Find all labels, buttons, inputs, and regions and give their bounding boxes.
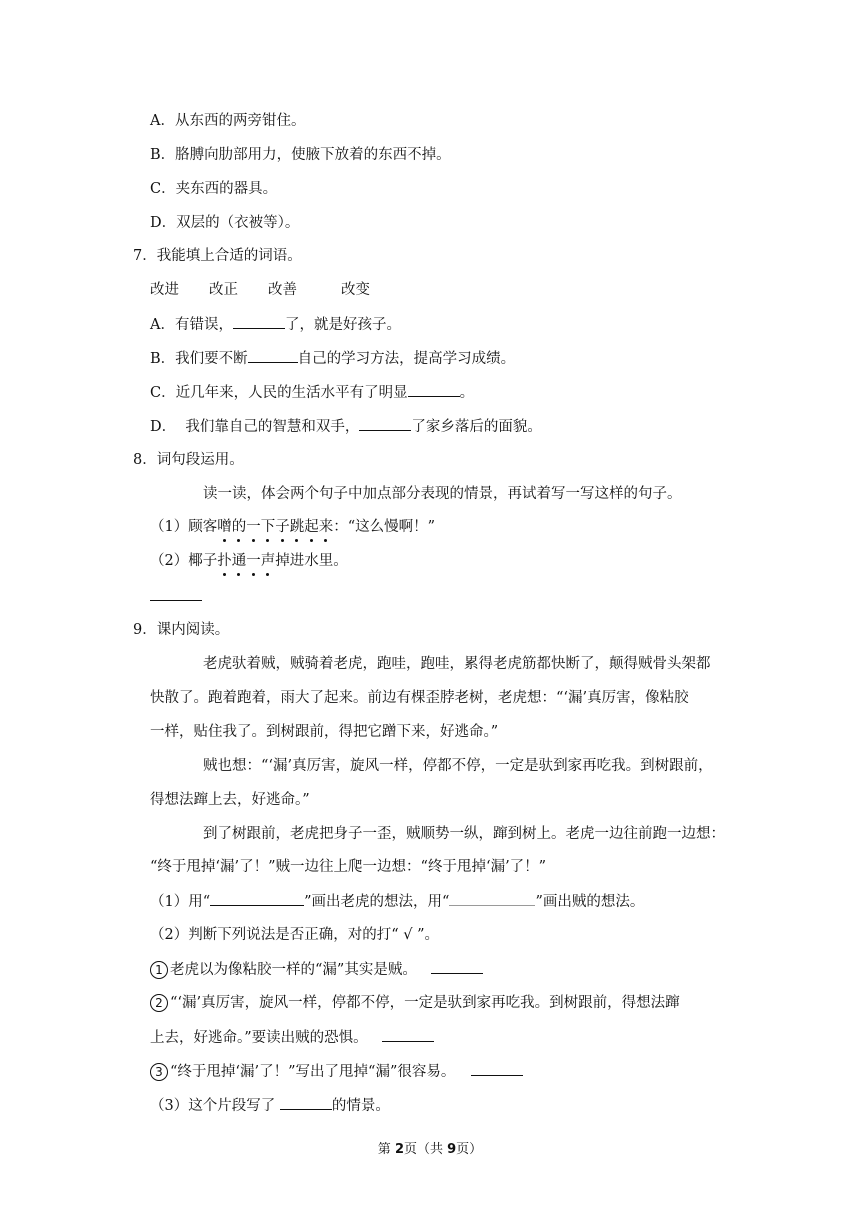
q7-b-text: B．我们要不断 — [150, 351, 248, 367]
dotted-char: 子 — [275, 519, 290, 535]
q9-judge-1 — [150, 959, 483, 980]
dotted-char: 起 — [304, 519, 319, 535]
sub3-blank[interactable] — [280, 1095, 332, 1110]
q9-sub2: （2）判断下列说法是否正确，对的打“ √ ”。 — [150, 927, 440, 943]
q7-item-d — [150, 416, 542, 437]
dotted-char: 通 — [231, 553, 247, 569]
s1-text: （1）顾客 — [150, 519, 218, 535]
q7-a-text-end: 了，就是好孩子。 — [284, 317, 401, 333]
judge-2-blank[interactable] — [382, 1027, 434, 1042]
q7-c-blank[interactable] — [408, 382, 460, 397]
q8-intro: 读一读，体会两个句子中加点部分表现的情景，再试着写一写这样的句子。 — [203, 486, 682, 502]
q9-passage-line: 老虎驮着贼，贼骑着老虎，跑哇，跑哇，累得老虎筋都快断了，颠得贼骨头架都 — [203, 656, 711, 672]
dotted-char: 的 — [231, 519, 247, 535]
q7-d-text-end: 了家乡落后的面貌。 — [411, 419, 542, 435]
q9-judge-3 — [150, 1061, 523, 1082]
q9-passage-line: 快散了。跑着跑着，雨大了起来。前边有棵歪脖老树，老虎想：“‘漏’真厉害，像粘胶 — [150, 690, 689, 706]
thief-underline-sample — [449, 891, 535, 906]
q7-a-text: A．有错误， — [150, 317, 233, 333]
q7-b-text-end: 自己的学习方法，提高学习成绩。 — [297, 351, 516, 367]
q9-title: 9．课内阅读。 — [133, 622, 230, 638]
q7-d-text: D． 我们靠自己的智慧和双手， — [150, 419, 360, 435]
q7-title: 7．我能填上合适的词语。 — [133, 248, 302, 264]
sub3-text: （3）这个片段写了 — [150, 1098, 280, 1114]
footer-text: 第 — [377, 1142, 395, 1157]
footer-text-mid: 页（共 — [403, 1142, 448, 1157]
q9-judge-2 — [150, 993, 680, 1013]
judge-3-text: “终于甩掉‘漏’了！”写出了甩掉“漏”很容易。 — [170, 1064, 456, 1080]
judge-2-text: “‘漏’真厉害，旋风一样，停都不停，一定是驮到家再吃我。到树跟前，得想法蹿 — [170, 995, 680, 1011]
dotted-char: 来 — [318, 519, 334, 535]
dotted-char: 声 — [260, 553, 276, 569]
dotted-char: 扑 — [217, 553, 232, 569]
dotted-char: 噌 — [217, 519, 232, 535]
q6-option-b: B．胳膊向肋部用力，使腋下放着的东西不掉。 — [150, 147, 451, 163]
circled-number-2: 2 — [150, 994, 168, 1012]
dotted-char: 一 — [246, 553, 261, 569]
word-2: 改正 — [209, 282, 238, 298]
word-3: 改善 — [268, 282, 297, 298]
circled-number-3: 3 — [150, 1063, 168, 1081]
judge-2-text-cont: 上去，好逃命。”要读出贼的恐惧。 — [150, 1030, 368, 1046]
circled-number-1: 1 — [150, 961, 168, 979]
q7-d-blank[interactable] — [359, 416, 411, 431]
sub1-text-mid: ”画出老虎的想法，用“ — [304, 894, 450, 910]
dotted-char: 一 — [246, 519, 261, 535]
s2-text-end: 掉进水里。 — [275, 553, 348, 569]
q9-passage-line: 一样，贴住我了。到树跟前，得把它蹭下来，好逃命。” — [150, 724, 499, 740]
tiger-underline-sample — [210, 891, 304, 906]
q6-option-c: C．夹东西的器具。 — [150, 181, 278, 197]
q9-sub3 — [150, 1095, 390, 1116]
page-number: 2 — [394, 1142, 404, 1157]
q8-title: 8．词句段运用。 — [133, 452, 244, 468]
q7-c-text-end: 。 — [459, 385, 475, 401]
dotted-char: 下 — [260, 519, 276, 535]
s2-text: （2）椰子 — [150, 553, 218, 569]
total-pages: 9 — [447, 1142, 457, 1157]
word-4: 改变 — [341, 282, 370, 298]
word-1: 改进 — [150, 282, 179, 298]
sub1-text: （1）用“ — [150, 894, 211, 910]
sub1-text-end: ”画出贼的想法。 — [535, 894, 645, 910]
q7-a-blank[interactable] — [233, 314, 285, 329]
q8-answer-line[interactable] — [150, 600, 202, 601]
q9-passage-line: 贼也想：“‘漏’真厉害，旋风一样，停都不停，一定是驮到家再吃我。到树跟前， — [203, 758, 713, 774]
q7-item-c — [150, 382, 474, 403]
q8-sentence-2 — [150, 551, 348, 571]
q7-item-b — [150, 348, 515, 369]
q9-judge-2-cont — [150, 1027, 434, 1048]
judge-1-text: 老虎以为像粘胶一样的“漏”其实是贼。 — [170, 962, 417, 978]
q9-passage-line: “终于甩掉‘漏’了！”贼一边往上爬一边想：“终于甩掉‘漏’了！” — [150, 859, 547, 875]
page-footer — [0, 1138, 860, 1157]
s1-text-end: ：“这么慢啊！” — [333, 519, 436, 535]
judge-3-blank[interactable] — [471, 1061, 523, 1076]
dotted-char: 跳 — [289, 519, 305, 535]
q6-option-d: D．双层的（衣被等）。 — [150, 215, 300, 231]
q7-c-text: C．近几年来，人民的生活水平有了明显 — [150, 385, 408, 401]
q7-item-a — [150, 314, 401, 335]
footer-text-end: 页） — [456, 1142, 483, 1157]
q8-sentence-1 — [150, 517, 435, 537]
q7-word-bank — [150, 280, 400, 300]
q6-option-a: A．从东西的两旁钳住。 — [150, 113, 306, 129]
q9-sub1 — [150, 891, 644, 912]
q9-passage-line: 到了树跟前，老虎把身子一歪，贼顺势一纵，蹿到树上。老虎一边往前跑一边想： — [203, 826, 725, 842]
sub3-text-end: 的情景。 — [331, 1098, 390, 1114]
q9-passage-line: 得想法蹿上去，好逃命。” — [150, 792, 310, 808]
q7-b-blank[interactable] — [248, 348, 298, 363]
judge-1-blank[interactable] — [431, 959, 483, 974]
